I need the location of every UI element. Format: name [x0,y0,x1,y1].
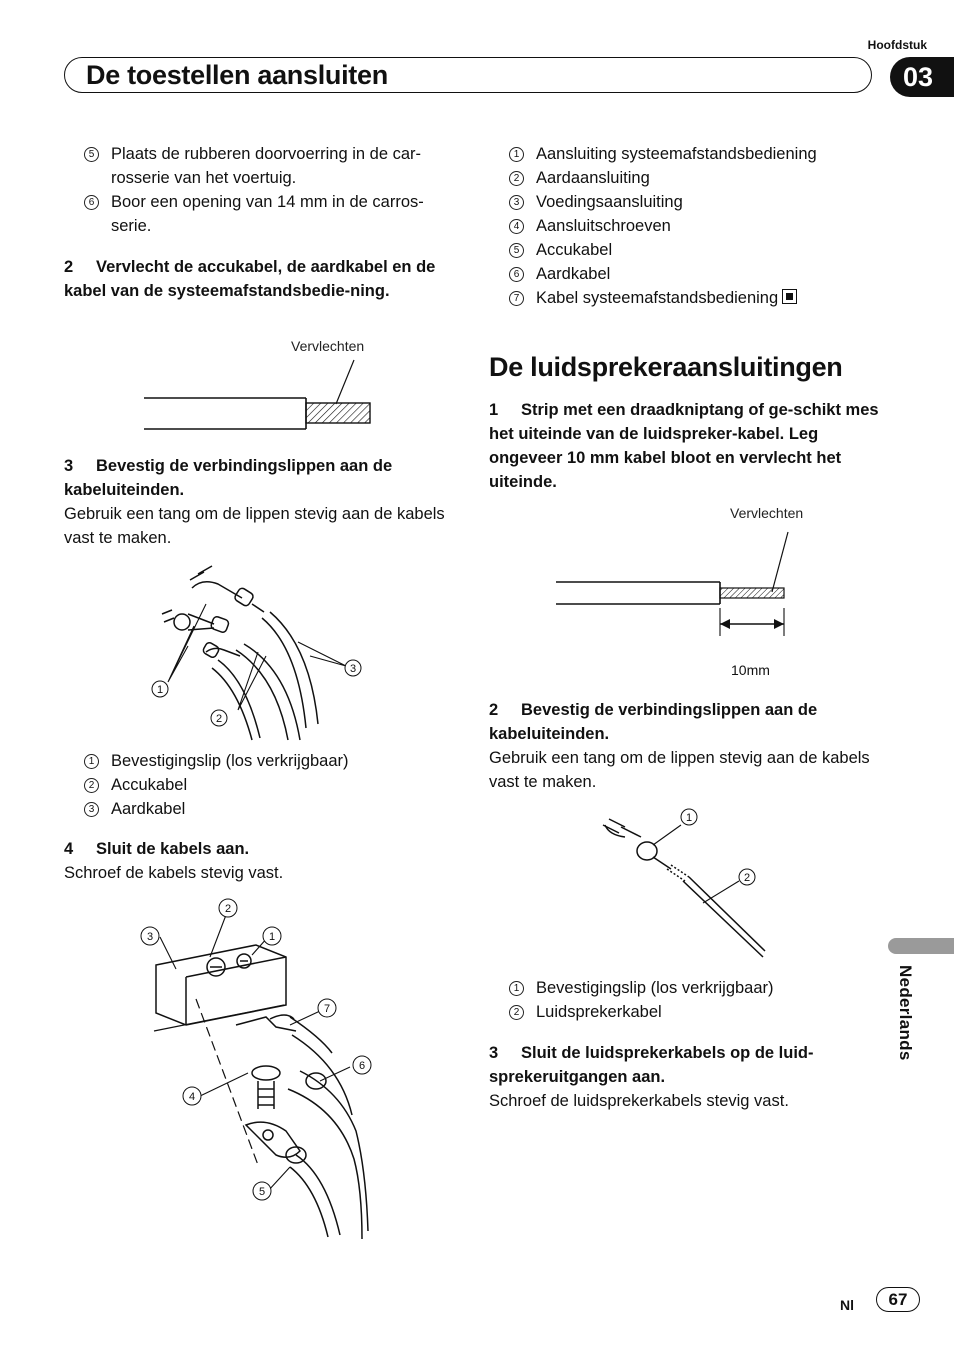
right-list-top [509,142,889,310]
number-circle: 5 [509,243,524,258]
list-item-text: Aardaansluiting [536,169,650,187]
list-item-text: Aansluitschroeven [536,217,671,235]
number-circle: 1 [509,147,524,162]
step-text: Strip met een draadkniptang of ge-schikt mes het uiteinde van de luidspreker-kabel. Leg ongeveer 10 mm kabel bloot en vervlecht het uiteinde. [489,401,879,491]
language-tab-marker [888,938,954,954]
svg-text:1: 1 [268,931,276,943]
leader-line [336,360,354,404]
step-body: Gebruik een tang om de lippen stevig aan de kabels vast te maken. [64,505,445,547]
svg-text:3: 3 [146,931,154,943]
terminal-block [156,945,286,1025]
list-item [509,286,889,310]
left-step-3 [64,454,448,550]
list-item [509,238,889,262]
page-title: De toestellen aansluiten [86,60,388,90]
left-step-2 [64,255,448,303]
number-circle: 6 [84,195,99,210]
step-text: Vervlecht de accukabel, de aardkabel en de kabel van de systeemafstandsbedie-ning. [64,258,436,300]
number-circle: 3 [509,195,524,210]
svg-text:1: 1 [685,812,693,824]
svg-text:1: 1 [156,684,164,696]
list-item-text: Accukabel [536,241,613,259]
chapter-number-badge: 03 [890,57,954,97]
left-list-top [84,142,444,238]
list-item-text: Boor een opening van 14 mm in de carros-serie. [111,193,424,235]
number-circle: 2 [509,1005,524,1020]
svg-text:6: 6 [358,1060,366,1072]
twisted-wire-end [306,403,370,423]
right-step-3 [489,1041,879,1113]
right-step-2 [489,698,879,794]
left-list-fig2 [84,749,444,821]
twisted-cable-figure [140,336,380,436]
step-body: Schroef de luidsprekerkabels stevig vast. [489,1092,789,1110]
svg-text:2: 2 [224,903,232,915]
list-item [84,773,444,797]
list-item [84,190,444,238]
step-number: 2 [489,701,499,719]
list-item-text: Accukabel [111,776,188,794]
left-step-4 [64,837,448,885]
svg-text:3: 3 [349,663,357,675]
number-circle: 2 [509,171,524,186]
list-item [509,166,889,190]
right-list-fig5 [509,976,889,1024]
cable [262,612,318,728]
list-item-text: Bevestigingslip (los verkrijgbaar) [536,979,774,997]
svg-text:7: 7 [323,1003,331,1015]
right-section [489,352,889,382]
language-tab-label: Nederlands [896,965,915,1061]
chapter-label: Hoofdstuk [867,38,927,52]
list-item [509,142,889,166]
mounting-screw [252,1066,280,1080]
figure-label-vervlechten: Vervlechten [730,505,804,521]
terminal-block-figure [140,895,390,1240]
list-item-text: Plaats de rubberen doorvoerring in de car-rosserie van het voertuig. [111,145,422,187]
speaker-cable [683,877,765,957]
step-number: 3 [64,457,74,475]
list-item [509,190,889,214]
number-circle: 1 [509,981,524,996]
dimension-label: 10mm [731,662,770,678]
list-item [84,797,444,821]
right-step-1 [489,398,879,494]
number-circle: 6 [509,267,524,282]
list-item-text: Kabel systeemafstandsbediening [536,289,779,307]
step-number: 4 [64,840,74,858]
step-text: Bevestig de verbindingslippen aan de kabeluiteinden. [64,457,393,499]
crimp-terminals-figure [150,560,380,740]
list-item-text: Bevestigingslip (los verkrijgbaar) [111,752,349,770]
list-item-text: Luidsprekerkabel [536,1003,662,1021]
number-circle: 1 [84,754,99,769]
footer-lang-code: Nl [840,1297,854,1313]
figure-label-vervlechten: Vervlechten [291,338,365,354]
list-item [509,262,889,286]
step-number: 1 [489,401,499,419]
end-of-section-icon [782,289,797,304]
step-text: Sluit de kabels aan. [96,840,250,858]
stripped-wire-end [720,588,784,598]
svg-text:2: 2 [743,872,751,884]
list-item-text: Aardkabel [536,265,611,283]
speaker-crimp-figure [595,805,775,965]
number-circle: 2 [84,778,99,793]
svg-text:2: 2 [215,713,223,725]
list-item [509,976,889,1000]
svg-text:4: 4 [188,1091,196,1103]
section-title: De luidsprekeraansluitingen [489,352,843,382]
stripped-cable-figure [550,500,820,682]
number-circle: 7 [509,291,524,306]
ring-terminal [174,614,190,630]
step-number: 2 [64,258,74,276]
fork-terminal [190,566,242,598]
number-circle: 4 [509,219,524,234]
step-body: Gebruik een tang om de lippen stevig aan de kabels vast te maken. [489,749,870,791]
list-item-text: Voedingsaansluiting [536,193,683,211]
list-item [509,1000,889,1024]
page-number: 67 [876,1287,920,1312]
twisted-wire [667,865,689,881]
svg-text:5: 5 [258,1186,266,1198]
step-body: Schroef de kabels stevig vast. [64,864,284,882]
step-text: Bevestig de verbindingslippen aan de kabeluiteinden. [489,701,818,743]
list-item-text: Aansluiting systeemafstandsbediening [536,145,817,163]
step-text: Sluit de luidsprekerkabels op de luid-sprekeruitgangen aan. [489,1044,814,1086]
list-item [84,142,444,190]
leader-line [772,532,788,592]
number-circle: 5 [84,147,99,162]
number-circle: 3 [84,802,99,817]
ring-lug [246,1122,300,1157]
list-item-text: Aardkabel [111,800,186,818]
step-number: 3 [489,1044,499,1062]
list-item [509,214,889,238]
list-item [84,749,444,773]
